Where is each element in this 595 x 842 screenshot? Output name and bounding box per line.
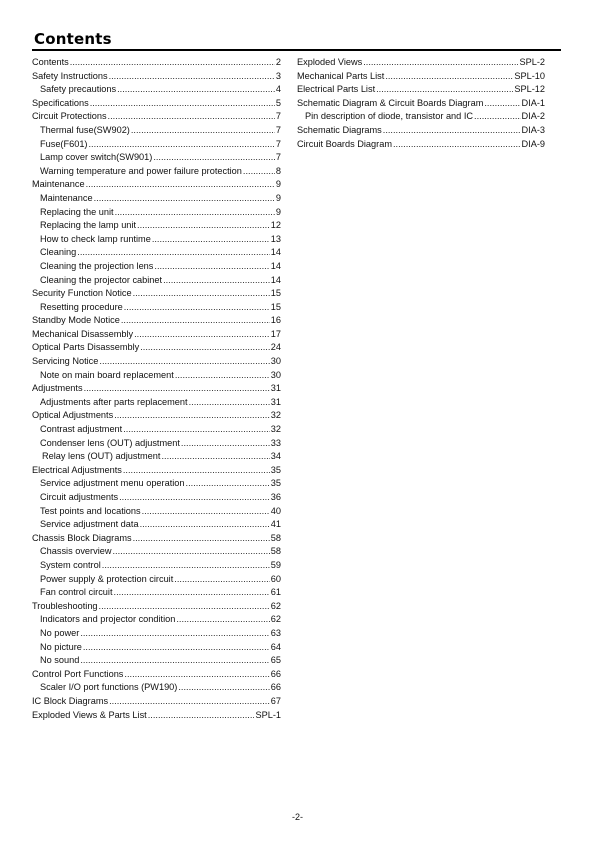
toc-entry-label: Cleaning the projector cabinet <box>40 274 163 285</box>
dot-leader <box>80 654 269 668</box>
toc-entry[interactable] <box>32 641 281 655</box>
toc-entry-label: Contents <box>32 57 69 67</box>
toc-entry[interactable] <box>32 124 281 138</box>
toc-entry[interactable] <box>32 396 281 410</box>
toc-entry-label: Test points and locations <box>40 505 141 516</box>
toc-entry[interactable] <box>32 423 281 437</box>
toc-entry-page: 58 <box>270 532 281 543</box>
toc-entry[interactable] <box>32 314 281 328</box>
toc-entry-label: Adjustments after parts replacement <box>40 396 188 407</box>
toc-entry-label: Safety precautions <box>40 84 117 95</box>
toc-entry-page: 8 <box>275 165 281 176</box>
toc-entry-page: 32 <box>270 410 281 421</box>
dot-leader <box>484 97 520 111</box>
toc-entry-page: DIA-2 <box>521 111 545 122</box>
dot-leader <box>114 409 270 423</box>
toc-entry-page: 60 <box>270 573 281 584</box>
toc-entry[interactable] <box>32 450 281 464</box>
dot-leader <box>363 56 518 70</box>
toc-entry-page: 9 <box>275 179 281 190</box>
toc-entry-page: SPL-10 <box>514 70 545 81</box>
toc-entry-page: 7 <box>275 111 281 122</box>
toc-entry-label: Cleaning <box>40 247 77 258</box>
toc-entry[interactable] <box>32 178 281 192</box>
dot-leader <box>117 83 275 97</box>
toc-entry-page: 7 <box>275 138 281 149</box>
toc-entry[interactable] <box>32 110 281 124</box>
toc-entry-label: Scaler I/O port functions (PW190) <box>40 682 178 693</box>
toc-entry-label: Cleaning the projection lens <box>40 260 154 271</box>
toc-entry-page: 14 <box>270 260 281 271</box>
dot-leader <box>86 178 275 192</box>
dot-leader <box>115 206 275 220</box>
dot-leader <box>181 437 270 451</box>
dot-leader <box>90 97 275 111</box>
toc-entry[interactable] <box>32 301 281 315</box>
toc-entry-page: DIA-1 <box>521 97 545 108</box>
toc-entry-label: Fan control circuit <box>40 587 113 598</box>
toc-entry-label: Replacing the lamp unit <box>40 220 137 231</box>
toc-entry-page: 59 <box>270 559 281 570</box>
toc-entry-page: 14 <box>270 247 281 258</box>
toc-entry[interactable] <box>32 56 281 70</box>
toc-entry[interactable] <box>32 491 281 505</box>
toc-entry[interactable] <box>297 124 545 138</box>
toc-entry-label: Safety Instructions <box>32 70 108 81</box>
toc-entry[interactable] <box>32 192 281 206</box>
toc-entry-page: DIA-9 <box>521 138 545 149</box>
toc-entry[interactable] <box>32 151 281 165</box>
dot-leader <box>123 423 270 437</box>
dot-leader <box>474 110 520 124</box>
toc-entry-label: Standby Mode Notice <box>32 315 120 326</box>
toc-entry-page: 62 <box>270 600 281 611</box>
dot-leader <box>121 314 270 328</box>
toc-entry-label: Indicators and projector condition <box>40 614 176 625</box>
toc-entry[interactable] <box>32 559 281 573</box>
toc-entry[interactable] <box>32 464 281 478</box>
toc-entry-page: 9 <box>275 206 281 217</box>
toc-entry-page: 17 <box>270 328 281 339</box>
toc-entry[interactable] <box>32 260 281 274</box>
dot-leader <box>174 573 269 587</box>
toc-entry-label: Power supply & protection circuit <box>40 573 174 584</box>
toc-entry[interactable] <box>32 83 281 97</box>
toc-entry-page: 66 <box>270 682 281 693</box>
toc-entry[interactable] <box>32 233 281 247</box>
dot-leader <box>140 518 270 532</box>
toc-entry-page: 5 <box>275 97 281 108</box>
toc-entry-page: 31 <box>270 396 281 407</box>
toc-entry-label: Control Port Functions <box>32 668 124 679</box>
dot-leader <box>189 396 270 410</box>
dot-leader <box>161 450 269 464</box>
toc-entry-label: Mechanical Disassembly <box>32 328 134 339</box>
page-title: Contents <box>34 30 112 48</box>
dot-leader <box>109 695 270 709</box>
dot-leader <box>84 382 270 396</box>
toc-entry-page: 58 <box>270 546 281 557</box>
toc-entry[interactable] <box>297 56 545 70</box>
toc-left-column <box>32 56 281 722</box>
toc-entry[interactable] <box>32 341 281 355</box>
dot-leader <box>83 641 270 655</box>
toc-entry-label: Contrast adjustment <box>40 424 123 435</box>
dot-leader <box>152 233 270 247</box>
toc-entry-label: Schematic Diagrams <box>297 124 382 135</box>
dot-leader <box>124 301 270 315</box>
toc-entry-label: IC Block Diagrams <box>32 695 109 706</box>
toc-entry-page: 40 <box>270 505 281 516</box>
toc-entry-label: Circuit Boards Diagram <box>297 138 392 149</box>
toc-entry-label: How to check lamp runtime <box>40 233 151 244</box>
toc-entry-page: 66 <box>270 668 281 679</box>
toc-entry-label: Condenser lens (OUT) adjustment <box>40 437 180 448</box>
toc-entry-label: Chassis overview <box>40 546 112 557</box>
toc-entry[interactable] <box>297 70 545 84</box>
toc-entry-label: Relay lens (OUT) adjustment <box>42 451 161 462</box>
toc-entry-label: Fuse(F601) <box>40 138 88 149</box>
dot-leader <box>94 192 275 206</box>
toc-entry[interactable] <box>32 518 281 532</box>
toc-entry-label: Optical Adjustments <box>32 410 114 421</box>
toc-entry[interactable] <box>32 369 281 383</box>
toc-entry-page: 30 <box>270 369 281 380</box>
toc-entry-label: Circuit adjustments <box>40 492 119 502</box>
toc-entry-label: Pin description of diode, transistor and IC <box>305 111 474 122</box>
toc-entry[interactable] <box>32 505 281 519</box>
toc-entry-label: Adjustments <box>32 383 83 394</box>
toc-entry-label: Replacing the unit <box>40 206 114 217</box>
toc-entry-label: Lamp cover switch(SW901) <box>40 152 153 163</box>
dot-leader <box>123 464 270 478</box>
toc-entry-page: 36 <box>270 492 281 502</box>
toc-entry-page: 12 <box>270 220 281 231</box>
toc-entry-page: 3 <box>275 70 281 81</box>
toc-entry-page: 14 <box>270 274 281 285</box>
toc-entry[interactable] <box>32 97 281 111</box>
dot-leader <box>99 355 269 369</box>
dot-leader <box>134 328 270 342</box>
toc-entry[interactable] <box>32 613 281 627</box>
dot-leader <box>80 627 269 641</box>
toc-entry-page: 2 <box>275 57 281 67</box>
dot-leader <box>114 586 270 600</box>
toc-entry[interactable] <box>32 246 281 260</box>
dot-leader <box>176 613 269 627</box>
toc-entry[interactable] <box>32 477 281 491</box>
toc-entry-page: 7 <box>275 124 281 135</box>
toc-entry[interactable] <box>32 681 281 695</box>
dot-leader <box>148 709 255 723</box>
toc-entry[interactable] <box>32 70 281 84</box>
toc-entry-label: Electrical Parts List <box>297 84 376 95</box>
toc-entry[interactable] <box>297 110 545 124</box>
toc-entry-page: 35 <box>270 464 281 475</box>
toc-entry-label: Circuit Protections <box>32 111 107 122</box>
dot-leader <box>70 56 275 70</box>
toc-entry-label: Exploded Views <box>297 57 363 67</box>
toc-entry-page: 64 <box>270 641 281 652</box>
toc-entry-page: 67 <box>270 695 281 706</box>
toc-entry[interactable] <box>32 586 281 600</box>
dot-leader <box>119 491 270 505</box>
toc-entry-page: 33 <box>270 437 281 448</box>
toc-entry-label: Service adjustment data <box>40 519 139 530</box>
toc-entry-label: Mechanical Parts List <box>297 70 385 81</box>
toc-entry-page: 9 <box>275 192 281 203</box>
toc-entry-page: 65 <box>270 655 281 666</box>
toc-entry-label: No sound <box>40 655 80 666</box>
toc-entry-label: Resetting procedure <box>40 301 123 312</box>
toc-entry-label: Security Function Notice <box>32 288 132 299</box>
toc-entry[interactable] <box>32 219 281 233</box>
toc-entry[interactable] <box>32 532 281 546</box>
toc-entry-page: 16 <box>270 315 281 326</box>
toc-entry-label: No picture <box>40 641 82 652</box>
toc-entry-page: 34 <box>270 451 281 462</box>
toc-entry-label: System control <box>40 559 101 570</box>
dot-leader <box>133 287 270 301</box>
toc-entry[interactable] <box>32 206 281 220</box>
toc-entry-label: Servicing Notice <box>32 356 99 367</box>
dot-leader <box>186 477 270 491</box>
toc-entry[interactable] <box>32 573 281 587</box>
dot-leader <box>376 83 513 97</box>
dot-leader <box>99 600 270 614</box>
toc-entry-page: SPL-2 <box>519 57 545 67</box>
dot-leader <box>77 246 270 260</box>
toc-entry[interactable] <box>32 287 281 301</box>
toc-entry-page: 32 <box>270 424 281 435</box>
dot-leader <box>102 559 270 573</box>
toc-entry-page: 62 <box>270 614 281 625</box>
toc-entry-page: 4 <box>275 84 281 95</box>
dot-leader <box>108 110 275 124</box>
toc-entry-label: Chassis Block Diagrams <box>32 532 132 543</box>
dot-leader <box>131 124 275 138</box>
toc-entry[interactable] <box>32 654 281 668</box>
toc-entry-page: SPL-12 <box>514 84 545 95</box>
dot-leader <box>124 668 269 682</box>
dot-leader <box>133 532 270 546</box>
dot-leader <box>163 274 270 288</box>
toc-entry-label: Troubleshooting <box>32 600 98 611</box>
dot-leader <box>383 124 521 138</box>
toc-right-column <box>297 56 545 151</box>
dot-leader <box>140 341 270 355</box>
toc-entry-page: DIA-3 <box>521 124 545 135</box>
toc-entry[interactable] <box>32 382 281 396</box>
toc-entry[interactable] <box>32 355 281 369</box>
toc-entry-page: 63 <box>270 627 281 638</box>
toc-entry[interactable] <box>32 138 281 152</box>
dot-leader <box>175 369 270 383</box>
dot-leader <box>112 545 269 559</box>
toc-entry[interactable] <box>32 274 281 288</box>
toc-entry-label: Maintenance <box>40 192 93 203</box>
dot-leader <box>178 681 269 695</box>
toc-entry-page: 7 <box>275 152 281 163</box>
toc-entry-label: Exploded Views & Parts List <box>32 709 147 720</box>
toc-entry[interactable] <box>32 437 281 451</box>
toc-entry-page: 35 <box>270 478 281 489</box>
toc-entry-label: Optical Parts Disassembly <box>32 342 140 353</box>
toc-entry-page: 41 <box>270 519 281 530</box>
toc-entry[interactable] <box>32 545 281 559</box>
toc-entry-page: SPL-1 <box>255 709 281 720</box>
toc-entry[interactable] <box>297 83 545 97</box>
toc-entry-label: No power <box>40 627 80 638</box>
dot-leader <box>137 219 270 233</box>
toc-entry-label: Electrical Adjustments <box>32 464 122 475</box>
toc-entry[interactable] <box>32 600 281 614</box>
dot-leader <box>393 138 521 152</box>
dot-leader <box>154 260 269 274</box>
toc-entry[interactable] <box>32 409 281 423</box>
toc-entry-page: 13 <box>270 233 281 244</box>
dot-leader <box>142 505 270 519</box>
dot-leader <box>153 151 275 165</box>
toc-entry-label: Maintenance <box>32 179 85 190</box>
toc-entry-page: 61 <box>270 587 281 598</box>
toc-entry[interactable] <box>32 165 281 179</box>
toc-entry-label: Thermal fuse(SW902) <box>40 124 130 135</box>
page-number: -2- <box>292 812 303 822</box>
toc-entry-label: Warning temperature and power failure protection <box>40 165 242 176</box>
dot-leader <box>385 70 513 84</box>
toc-entry-page: 30 <box>270 356 281 367</box>
toc-entry[interactable] <box>32 695 281 709</box>
toc-entry[interactable] <box>297 138 545 152</box>
dot-leader <box>89 138 275 152</box>
toc-entry[interactable] <box>32 668 281 682</box>
toc-entry-label: Note on main board replacement <box>40 369 174 380</box>
toc-entry-page: 31 <box>270 383 281 394</box>
toc-entry[interactable] <box>32 627 281 641</box>
toc-entry-page: 15 <box>270 288 281 299</box>
toc-entry-page: 24 <box>270 342 281 353</box>
toc-entry-label: Schematic Diagram & Circuit Boards Diagram <box>297 97 484 108</box>
title-underline <box>32 49 561 51</box>
dot-leader <box>109 70 275 84</box>
toc-entry[interactable] <box>297 97 545 111</box>
toc-entry[interactable] <box>32 709 281 723</box>
toc-entry-label: Specifications <box>32 97 89 108</box>
toc-entry[interactable] <box>32 328 281 342</box>
toc-entry-page: 15 <box>270 301 281 312</box>
dot-leader <box>243 165 275 179</box>
toc-entry-label: Service adjustment menu operation <box>40 478 185 489</box>
